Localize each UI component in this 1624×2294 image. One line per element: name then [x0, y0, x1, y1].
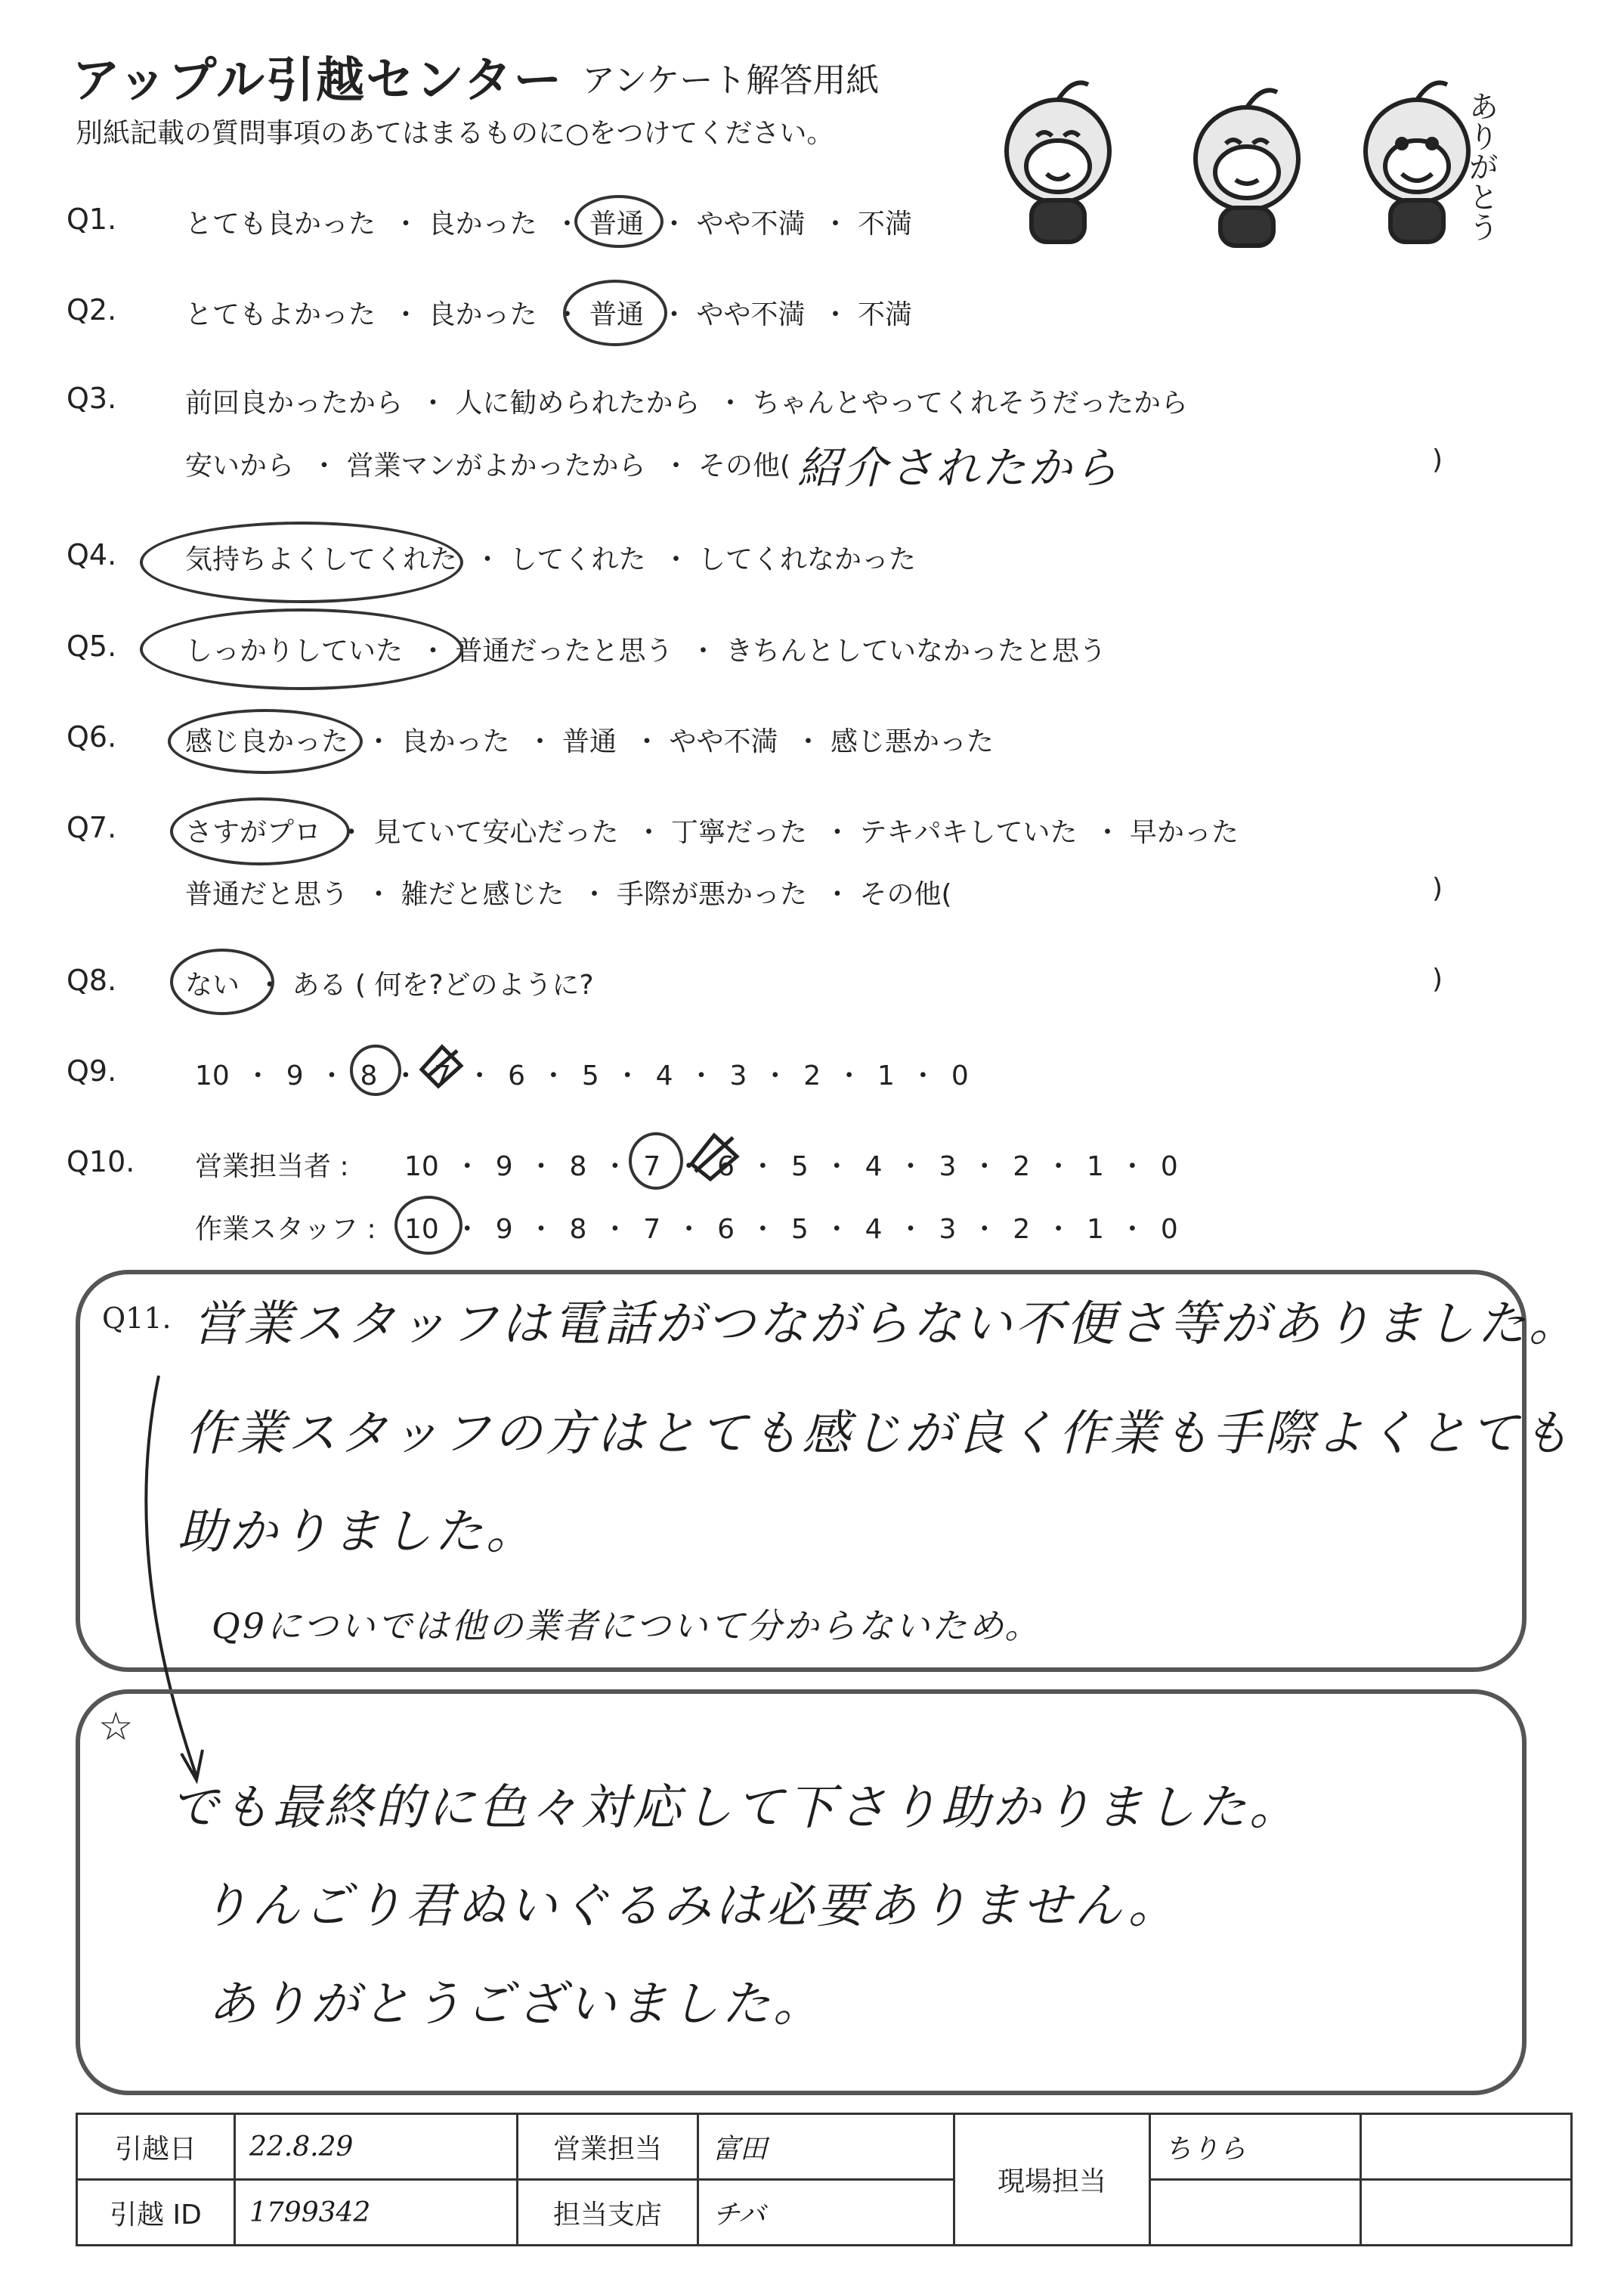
q8-answer-circle: [170, 949, 274, 1015]
branch-value[interactable]: チバ: [698, 2180, 954, 2246]
move-date-label: 引越日: [77, 2114, 235, 2180]
q2-options: とてもよかった ・ 良かった ・ 普通 ・ やや不満 ・ 不満: [185, 299, 912, 330]
q7-option-7[interactable]: 雑だと感じた: [401, 879, 565, 910]
q4-label: Q4.: [67, 538, 117, 571]
q9-scribble-icon: [416, 1039, 469, 1092]
q7-option-2[interactable]: 見ていて安心だった: [373, 817, 619, 848]
q7-option-4[interactable]: テキパキしていた: [859, 817, 1078, 848]
q10-sales-label: 営業担当者 :: [195, 1151, 349, 1182]
q11-line-2: 作業スタッフの方はとても感じが良く作業も手際よくとても: [185, 1406, 1573, 1462]
q5-options: しっかりしていた ・ 普通だったと思う ・ きちんとしていなかったと思う: [185, 636, 1106, 667]
q2-option-4[interactable]: やや不満: [696, 299, 806, 330]
q7-options-line1: さすがプロ ・ 見ていて安心だった ・ 丁寧だった ・ テキパキしていた ・ 早かった: [185, 817, 1239, 848]
q4-option-2[interactable]: してくれた: [509, 544, 646, 575]
q8-option-2[interactable]: ある: [292, 970, 347, 1001]
branch-label: 担当支店: [518, 2180, 698, 2246]
q5-option-2[interactable]: 普通だったと思う: [455, 636, 673, 667]
thanks-vertical-text: ありがとう: [1464, 91, 1499, 242]
q9-label: Q9.: [67, 1054, 117, 1088]
q3-option-1[interactable]: 前回良かったから: [185, 388, 404, 419]
q4-option-1[interactable]: 気持ちよくしてくれた: [185, 544, 458, 575]
q7-other-suffix: ): [1432, 873, 1443, 904]
star-box-line-1: でも最終的に色々対応して下さり助かりました。: [170, 1780, 1301, 1836]
star-icon: ☆: [98, 1704, 134, 1750]
q9-scale[interactable]: 10 ・ 9 ・ 8 ・ 7 ・ 6 ・ 5 ・ 4 ・ 3 ・ 2 ・ 1 ・ 0: [195, 1060, 969, 1091]
site-rep-value[interactable]: ちりら: [1150, 2114, 1361, 2180]
q8-label: Q8.: [67, 964, 117, 997]
q7-answer-circle: [170, 797, 350, 865]
site-rep-label: 現場担当: [954, 2114, 1150, 2246]
q7-options-line2: 普通だと思う ・ 雑だと感じた ・ 手際が悪かった ・ その他(: [185, 879, 952, 910]
q2-option-1[interactable]: とてもよかった: [185, 299, 376, 330]
q6-option-1[interactable]: 感じ良かった: [185, 726, 349, 757]
q3-option-4[interactable]: 安いから: [185, 450, 295, 481]
q6-answer-circle: [168, 709, 363, 774]
move-id-label: 引越 ID: [77, 2180, 235, 2246]
q5-option-1[interactable]: しっかりしていた: [185, 636, 404, 667]
q2-option-2[interactable]: 良かった: [428, 299, 537, 330]
q1-option-1[interactable]: とても良かった: [185, 209, 376, 240]
instructions: 別紙記載の質問事項のあてはまるものに○をつけてください。: [76, 118, 834, 149]
site-rep-cell-2[interactable]: [1150, 2180, 1361, 2246]
q8-suffix: ): [1432, 964, 1443, 995]
q8-detail: ( 何を?どのように?: [354, 970, 594, 1001]
q7-option-5[interactable]: 早かった: [1129, 817, 1239, 848]
q10-staff-scale[interactable]: 10 ・ 9 ・ 8 ・ 7 ・ 6 ・ 5 ・ 4 ・ 3 ・ 2 ・ 1 ・ 0: [404, 1214, 1178, 1245]
monkey-mascots-illustration: [975, 45, 1519, 249]
q10-sales-answer-circle: [629, 1132, 683, 1190]
q1-answer-circle: [574, 195, 664, 248]
move-id-value[interactable]: 1799342: [235, 2180, 518, 2246]
q4-options: 気持ちよくしてくれた ・ してくれた ・ してくれなかった: [185, 544, 916, 575]
q10-label: Q10.: [67, 1145, 135, 1178]
sales-rep-value[interactable]: 富田: [698, 2114, 954, 2180]
monkey-left-icon: [1007, 83, 1109, 243]
q10-sales-scale[interactable]: 10 ・ 9 ・ 8 ・ 7 ・ 6 ・ 5 ・ 4 ・ 3 ・ 2 ・ 1 ・ 0: [404, 1151, 1178, 1182]
q11-line-3: 助かりました。: [178, 1504, 537, 1560]
q6-option-4[interactable]: やや不満: [669, 726, 778, 757]
q2-answer-circle: [563, 280, 667, 346]
q6-option-2[interactable]: 良かった: [401, 726, 510, 757]
q1-option-3[interactable]: 普通: [589, 209, 644, 240]
q3-option-3[interactable]: ちゃんとやってくれそうだったから: [752, 388, 1188, 419]
q5-answer-circle: [140, 608, 463, 690]
q1-option-2[interactable]: 良かった: [428, 209, 537, 240]
q3-option-5[interactable]: 営業マンがよかったから: [346, 450, 646, 481]
star-box-line-3: ありがとうございました。: [208, 1977, 824, 2032]
q7-option-8[interactable]: 手際が悪かった: [616, 879, 807, 910]
q3-other-prefix[interactable]: その他(: [698, 450, 791, 481]
q7-option-3[interactable]: 丁寧だった: [670, 817, 807, 848]
q10-staff-answer-circle: [394, 1196, 462, 1255]
form-subtitle: アンケート解答用紙: [582, 61, 880, 100]
q1-options: とても良かった ・ 良かった ・ 普通 ・ やや不満 ・ 不満: [185, 209, 912, 240]
q11-label: Q11.: [102, 1302, 172, 1335]
q3-options-line1: 前回良かったから ・ 人に勧められたから ・ ちゃんとやってくれそうだったから: [185, 388, 1188, 419]
site-rep-extra-cell[interactable]: [1361, 2114, 1572, 2180]
q9-answer-circle: [350, 1045, 401, 1096]
move-date-value[interactable]: 22.8.29: [235, 2114, 518, 2180]
q11-line-4: Q9についでは他の業者について分からないため。: [212, 1605, 1042, 1646]
site-rep-cell-3[interactable]: [1361, 2180, 1572, 2246]
q3-other-answer[interactable]: 紹介されたから: [797, 442, 1121, 494]
q2-option-5[interactable]: 不満: [857, 299, 912, 330]
q6-option-5[interactable]: 感じ悪かった: [830, 726, 994, 757]
q8-option-1[interactable]: ない: [185, 970, 240, 1001]
q10-sales-scribble-icon: [684, 1126, 744, 1187]
q3-option-2[interactable]: 人に勧められたから: [455, 388, 701, 419]
q11-line-1: 営業スタッフは電話がつながらない不便さ等がありました。: [193, 1296, 1580, 1352]
q8-options: ない ・ ある ( 何を?どのように?: [185, 970, 594, 1001]
q10-staff-label: 作業スタッフ :: [195, 1214, 376, 1245]
q7-label: Q7.: [67, 811, 117, 844]
move-info-table: [76, 2113, 1573, 2246]
q5-label: Q5.: [67, 630, 117, 663]
q2-option-3[interactable]: 普通: [589, 299, 644, 330]
q1-option-5[interactable]: 不満: [857, 209, 912, 240]
q7-other-prefix[interactable]: その他(: [859, 879, 952, 910]
q6-label: Q6.: [67, 720, 117, 754]
q3-other-suffix: ): [1432, 444, 1443, 475]
star-box-line-2: りんごり君ぬいぐるみは必要ありません。: [200, 1878, 1180, 1934]
form-title: アップル引越センター: [72, 53, 564, 109]
q1-label: Q1.: [67, 203, 117, 236]
q1-option-4[interactable]: やや不満: [696, 209, 806, 240]
q3-options-line2: 安いから ・ 営業マンがよかったから ・ その他(: [185, 450, 791, 481]
q4-answer-circle: [140, 522, 463, 603]
q5-option-3[interactable]: きちんとしていなかったと思う: [725, 636, 1106, 667]
q2-label: Q2.: [67, 293, 117, 327]
q3-label: Q3.: [67, 382, 117, 415]
monkey-right-icon: [1366, 83, 1468, 243]
q7-option-6[interactable]: 普通だと思う: [185, 879, 349, 910]
q6-options: 感じ良かった ・ 良かった ・ 普通 ・ やや不満 ・ 感じ悪かった: [185, 726, 994, 757]
sales-rep-label: 営業担当: [518, 2114, 698, 2180]
q4-option-3[interactable]: してくれなかった: [698, 544, 916, 575]
q7-option-1[interactable]: さすがプロ: [185, 817, 322, 848]
monkey-center-icon: [1196, 91, 1298, 246]
q6-option-3[interactable]: 普通: [561, 726, 617, 757]
